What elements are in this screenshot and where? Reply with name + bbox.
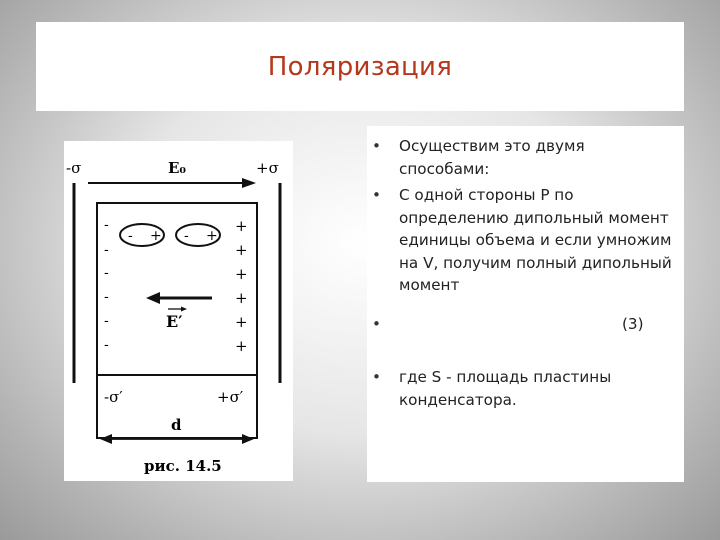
- capacitor-figure: [64, 141, 293, 481]
- bullet-dot: •: [372, 186, 381, 204]
- plus-sigma-label: +σ: [256, 159, 279, 177]
- d-label: d: [171, 416, 182, 434]
- bullet-text: где S - площадь пластины конденсатора.: [399, 368, 612, 409]
- right-charge: +: [235, 217, 248, 235]
- slide-title: Поляризация: [267, 52, 453, 82]
- figure-caption: рис. 14.5: [144, 457, 222, 475]
- e-prime-vector-head: [181, 307, 187, 312]
- right-charge: +: [235, 289, 248, 307]
- title-panel: [36, 22, 684, 111]
- bullet-dot: •: [372, 137, 381, 155]
- right-charge: +: [235, 337, 248, 355]
- bullet-dot: •: [372, 368, 381, 386]
- bullet-dot: •: [372, 315, 381, 333]
- equation-number: (3): [622, 315, 644, 333]
- left-charge: -: [104, 289, 109, 305]
- dipole-1-plus: +: [150, 228, 162, 244]
- d-arrow-right: [242, 434, 254, 444]
- figure-panel: [64, 141, 293, 481]
- e-prime-label: E′: [166, 312, 183, 331]
- dipole-1-minus: -: [128, 228, 133, 244]
- left-charge: -: [104, 265, 109, 281]
- text-panel: [367, 126, 684, 482]
- minus-sigma-prime-label: -σ′: [104, 388, 123, 406]
- bullet-text: Осуществим это двумя способами:: [399, 137, 585, 178]
- dipole-2-plus: +: [206, 228, 218, 244]
- left-charge: -: [104, 313, 109, 329]
- plus-sigma-prime-label: +σ′: [217, 388, 244, 406]
- e0-arrow-head: [242, 178, 256, 188]
- right-charge: +: [235, 313, 248, 331]
- bullet-text: С одной стороны P по определению дипольный момент единицы объема и если умножим на V, получим полный дипольный момент: [399, 186, 672, 294]
- e0-label: E₀: [168, 159, 187, 177]
- right-charge: +: [235, 265, 248, 283]
- left-charge: -: [104, 337, 109, 353]
- left-charge: -: [104, 242, 109, 258]
- dipole-2-minus: -: [184, 228, 189, 244]
- left-charge: -: [104, 217, 109, 233]
- e-prime-arrow-head: [146, 292, 160, 304]
- minus-sigma-label: -σ: [66, 159, 82, 177]
- d-arrow-left: [100, 434, 112, 444]
- right-charge: +: [235, 241, 248, 259]
